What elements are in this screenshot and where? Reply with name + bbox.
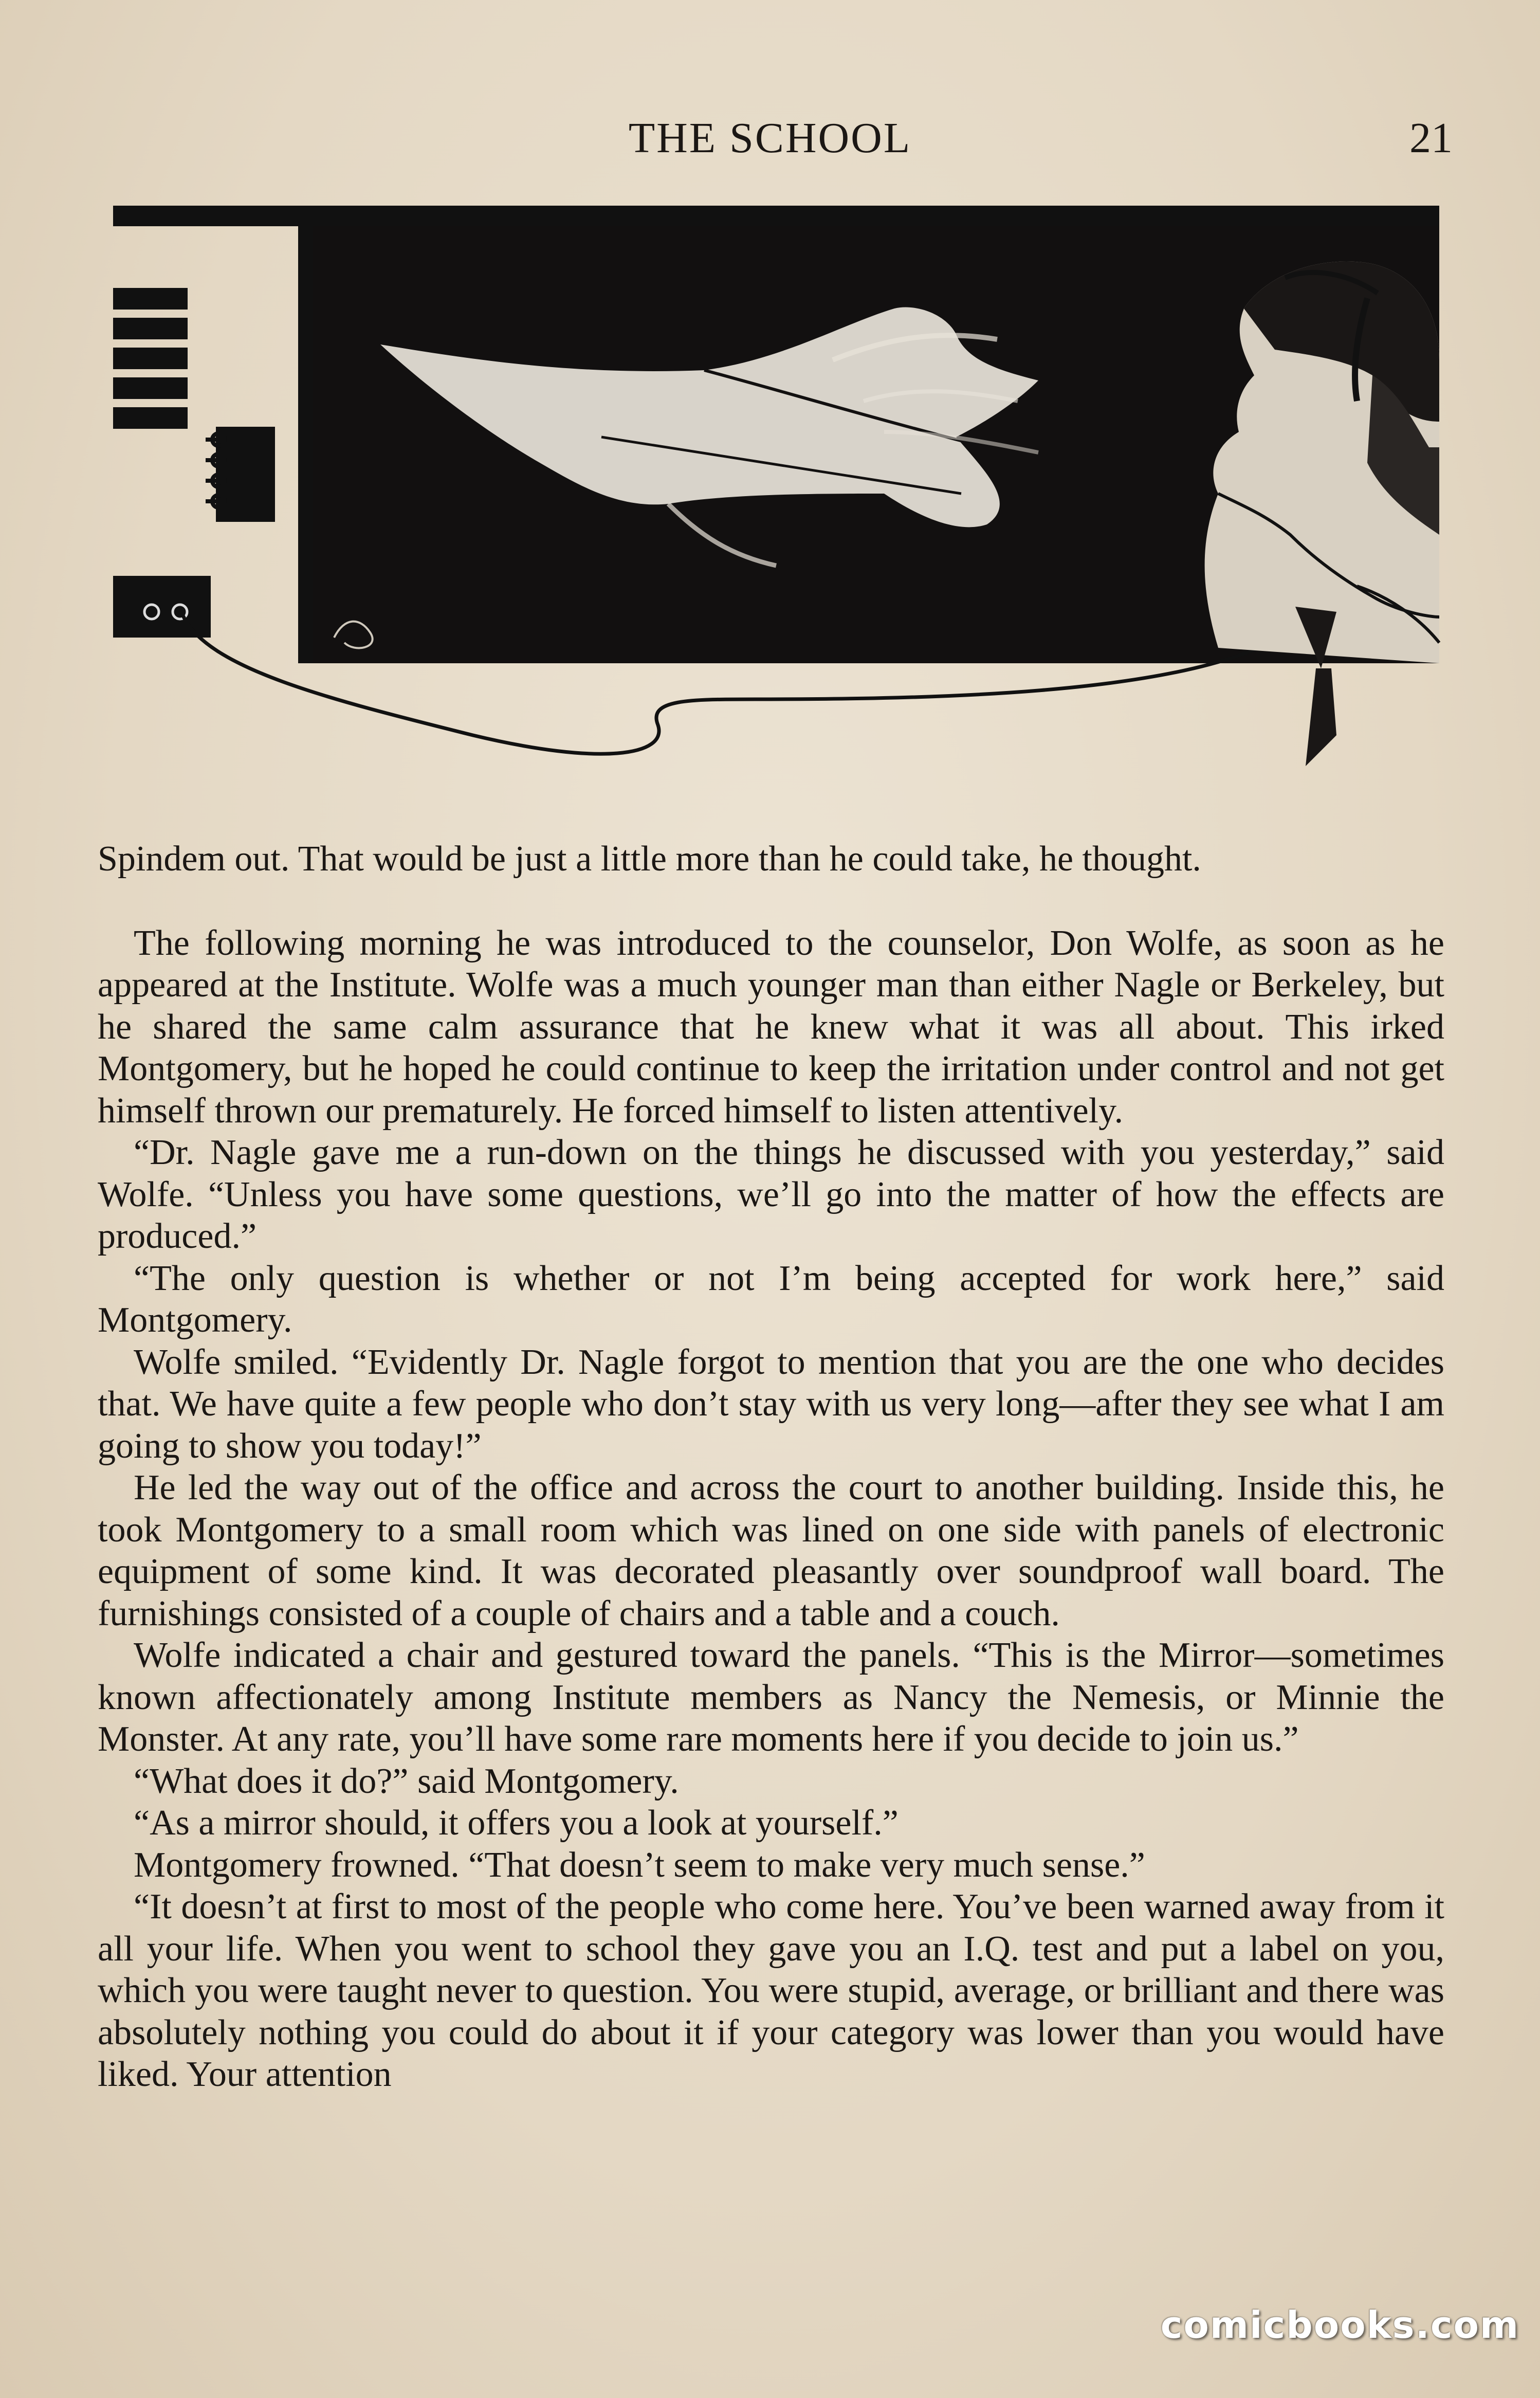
paragraph: The following morning he was introduced to the counselor, Don Wolfe, as soon as he appeared at the Institute. Wolfe was a much younger man than either Nagle or Berkeley, but he shared the same calm assurance that he knew what it was all about. This irked Montgomery, but he hoped he could continue to keep the irritation under control and not get himself thrown our prematurely. He forced himself to listen attentively. — [98, 923, 1444, 1131]
paragraph: Montgomery frowned. “That doesn’t seem to make very much sense.” — [134, 1845, 1145, 1885]
indicator-block — [113, 318, 188, 339]
illustration-svg — [113, 206, 1450, 771]
paragraph: Wolfe indicated a chair and gestured toward the panels. “This is the Mirror—sometimes known affectionately among Institute members as Nancy the Nemesis, or Minnie the Monster. At any rate, you’ll have some rare moments here if you decide to join us.” — [98, 1636, 1444, 1759]
paragraph: “It doesn’t at first to most of the people who come here. You’ve been warned away from it all your life. When you went to school they gave you an I.Q. test and put a label on you, which you were taught never to question. You were stupid, average, or brilliant and there was absolutely nothing you could do about it if your category was lower than you would have liked. Your attention — [98, 1887, 1444, 2094]
paragraph: “Dr. Nagle gave me a run-down on the things he discussed with you yesterday,” said Wolfe. “Unless you have some questions, we’ll go into the matter of how the effects are produced.” — [98, 1133, 1444, 1256]
paragraph: “The only question is whether or not I’m being accepted for work here,” said Montgomery. — [98, 1258, 1444, 1340]
indicator-block — [113, 407, 188, 429]
paragraph: “As a mirror should, it offers you a look at yourself.” — [134, 1803, 899, 1843]
page-number: 21 — [1409, 114, 1453, 162]
paragraph: Spindem out. That would be just a little more than he could take, he thought. — [98, 839, 1201, 879]
body-text — [98, 838, 1444, 2096]
control-knobs — [206, 427, 275, 522]
running-head — [0, 113, 1540, 170]
mirror-screen-illustration — [113, 206, 1450, 771]
watermark-text: comicbooks.com — [1160, 2303, 1519, 2347]
paragraph: He led the way out of the office and across the court to another building. Inside this, he took Montgomery to a small room which was lined on one side with panels of electronic equipment of some kind. It was decorated pleasantly over soundproof wall board. The furnishings consisted of a couple of chairs and a table and a couch. — [98, 1468, 1444, 1633]
indicator-block — [113, 288, 188, 310]
indicator-block — [113, 348, 188, 369]
running-title: THE SCHOOL — [628, 114, 912, 162]
panel-left-bar — [298, 221, 313, 663]
paragraph: Wolfe smiled. “Evidently Dr. Nagle forgot to mention that you are the one who decides that. We have quite a few people who don’t stay with us very long—after they see what I am going to show you today!” — [98, 1342, 1444, 1466]
indicator-block — [113, 377, 188, 399]
paragraph: “What does it do?” said Montgomery. — [134, 1761, 679, 1801]
jack-box — [113, 576, 211, 638]
